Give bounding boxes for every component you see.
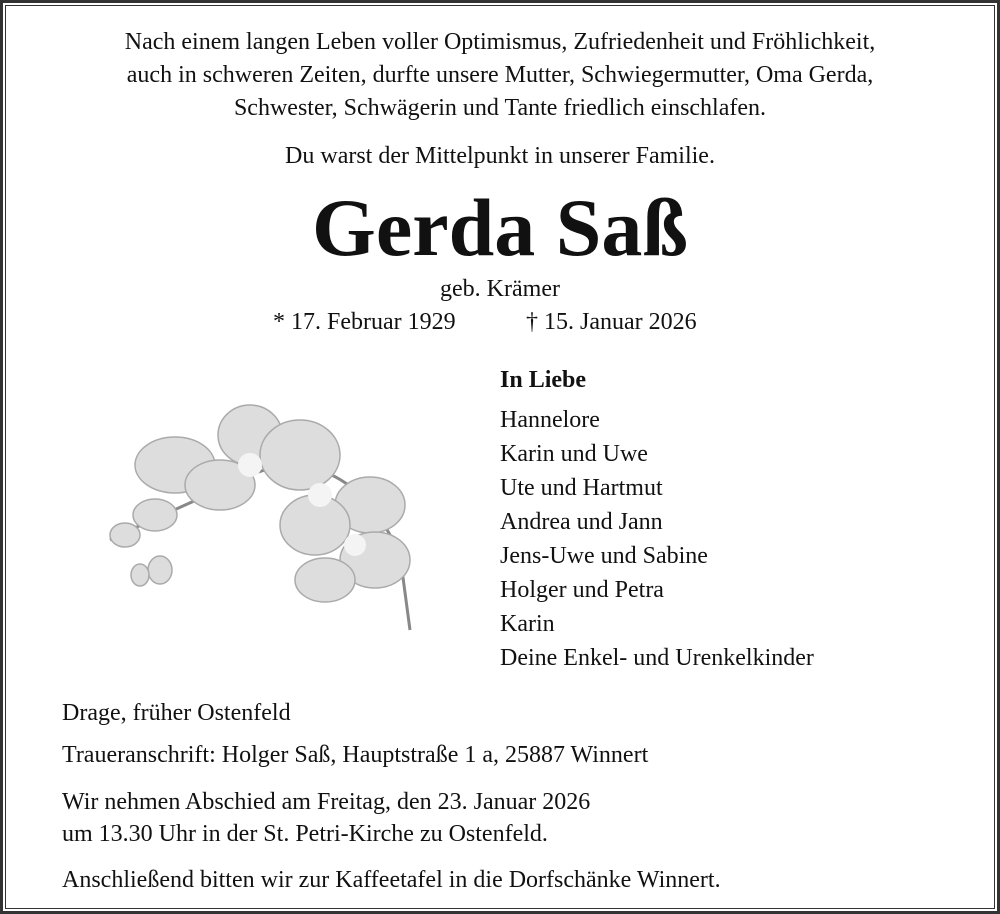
intro-line-1: Nach einem langen Leben voller Optimismus, Zufriedenheit und Fröhlichkeit, bbox=[124, 29, 876, 55]
maiden-name: geb. Krämer bbox=[440, 276, 560, 302]
intro-line-2: auch in schweren Zeiten, durfte unsere Mutter, Schwiegermutter, Oma Gerda, bbox=[126, 62, 874, 88]
deceased-name: Gerda Saß bbox=[312, 182, 688, 273]
mourner: Karin und Uwe bbox=[500, 441, 648, 467]
death-date: † 15. Januar 2026 bbox=[526, 309, 697, 335]
intro-line-3: Schwester, Schwägerin und Tante friedlich einschlafen. bbox=[233, 95, 767, 121]
mourner: Hannelore bbox=[500, 407, 600, 433]
address: Traueranschrift: Holger Saß, Hauptstraße 1 a, 25887 Winnert bbox=[62, 742, 649, 768]
mourner: Jens-Uwe und Sabine bbox=[500, 543, 708, 569]
mourners-list bbox=[500, 403, 814, 675]
mourner: Ute und Hartmut bbox=[500, 475, 663, 501]
mourner: Karin bbox=[500, 611, 555, 637]
mourners-heading: In Liebe bbox=[500, 367, 587, 393]
reception: Anschließend bitten wir zur Kaffeetafel in die Dorfschänke Winnert. bbox=[62, 867, 721, 893]
farewell-line-2: um 13.30 Uhr in der St. Petri-Kirche zu Ostenfeld. bbox=[62, 821, 548, 847]
farewell-line-1: Wir nehmen Abschied am Freitag, den 23. Januar 2026 bbox=[62, 789, 591, 815]
place: Drage, früher Ostenfeld bbox=[62, 700, 291, 726]
motto: Du warst der Mittelpunkt in unserer Familie. bbox=[285, 143, 715, 169]
orchid-image bbox=[100, 395, 420, 635]
mourner: Holger und Petra bbox=[500, 577, 664, 603]
mourner: Andrea und Jann bbox=[500, 509, 663, 535]
birth-date: * 17. Februar 1929 bbox=[273, 309, 456, 335]
mourner: Deine Enkel- und Urenkelkinder bbox=[500, 645, 814, 671]
